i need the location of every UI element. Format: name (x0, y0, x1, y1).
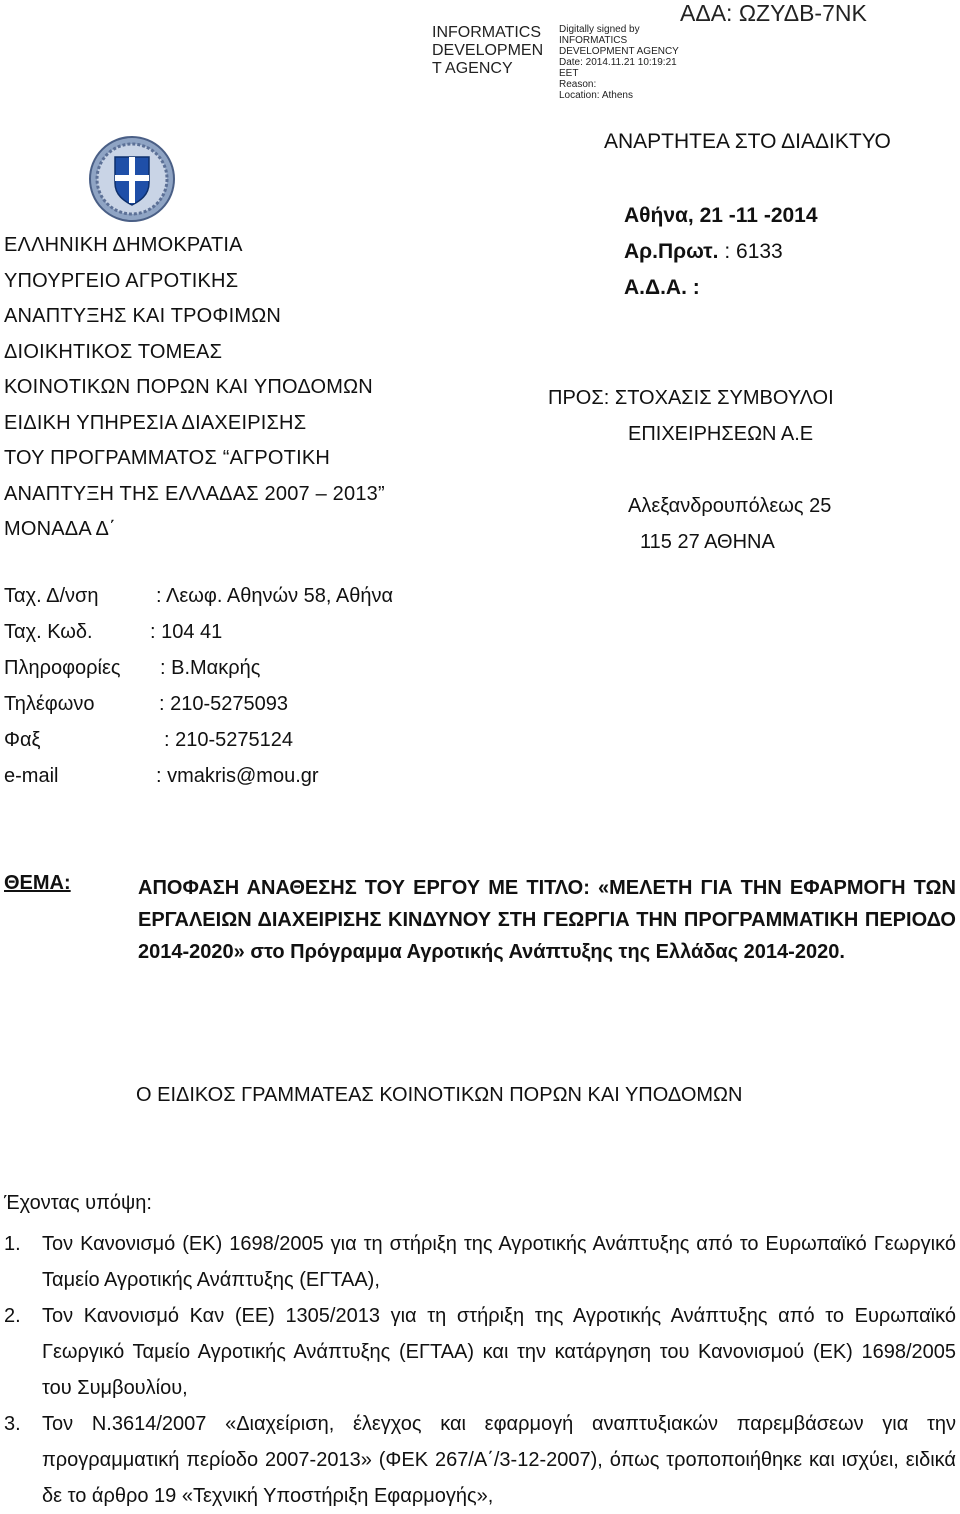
recipient-name: ΣΤΟΧΑΣΙΣ ΣΥΜΒΟΥΛΟΙ (614, 387, 834, 409)
document-date: Αθήνα, 21 -11 -2014 (624, 204, 818, 227)
secretary-title: Ο ΕΙΔΙΚΟΣ ΓΡΑΜΜΑΤΕΑΣ ΚΟΙΝΟΤΙΚΩΝ ΠΟΡΩΝ ΚΑΙ ΥΠΟΔΟΜΩΝ (136, 1084, 743, 1106)
ada-code: ΑΔΑ: ΩΖΥΔΒ-7ΝΚ (680, 0, 867, 26)
contact-value: : 210-5275124 (164, 729, 294, 751)
list-item-number: 2. (4, 1305, 21, 1327)
contact-label: Ταχ. Κωδ. (4, 621, 93, 643)
protocol-value: : 6133 (718, 240, 783, 263)
signature-org-line: T AGENCY (432, 60, 513, 77)
list-item (4, 1298, 956, 1406)
contact-value: : vmakris@mou.gr (156, 765, 319, 787)
ministry-line: ΑΝΑΠΤΥΞΗ ΤΗΣ ΕΛΛΑΔΑΣ 2007 – 2013” (4, 482, 385, 505)
signature-detail-line: Digitally signed by (559, 24, 640, 35)
list-item-number: 3. (4, 1413, 21, 1435)
recipient-name-cont: ΕΠΙΧΕΙΡΗΣΕΩΝ Α.Ε (628, 423, 814, 445)
publish-note: ΑΝΑΡΤΗΤΕΑ ΣΤΟ ΔΙΑΔΙΚΤΥΟ (604, 130, 891, 153)
contact-label: Πληροφορίες (4, 657, 121, 679)
ministry-line: ΤΟΥ ΠΡΟΓΡΑΜΜΑΤΟΣ “ΑΓΡΟΤΙΚΗ (4, 447, 331, 469)
address-street: Αλεξανδρουπόλεως 25 (628, 495, 832, 517)
protocol-label: Αρ.Πρωτ. (624, 240, 719, 263)
signature-org-line: DEVELOPMEN (432, 42, 544, 59)
ministry-line: ΚΟΙΝΟΤΙΚΩΝ ΠΟΡΩΝ ΚΑΙ ΥΠΟΔΟΜΩΝ (4, 376, 373, 398)
signature-organization (432, 24, 557, 78)
protocol-number (624, 234, 818, 270)
recipient-address (628, 488, 831, 560)
list-item-text: Τον Κανονισμό Καν (ΕΕ) 1305/2013 για τη στήριξη της Αγροτικής Ανάπτυξης από το Ευρωπαϊκό Γεωργικό Ταμείο Αγροτικής Ανάπτυξης (ΕΓΤΑΑ) και την κατάργηση του Κανονισμού (ΕΚ) 1698/2005 του Συμβουλίου, (42, 1305, 956, 1399)
ada-line: Α.Δ.Α. : (624, 276, 700, 299)
to-label: ΠΡΟΣ: (548, 387, 610, 409)
signature-detail-line: DEVELOPMENT AGENCY (559, 46, 679, 57)
considerations-list (4, 1226, 956, 1514)
signature-details (559, 24, 694, 101)
list-item-text: Τον Ν.3614/2007 «Διαχείριση, έλεγχος και εφαρμογή αναπτυξιακών παρεμβάσεων για την προγραμματική περίοδο 2007-2013» (ΦΕΚ 267/Α΄/3-12-2007), όπως τροποποιήθηκε και ισχύει, ειδικά δε το άρθρο 19 «Τεχνική Υποστήριξη Εφαρμογής», (42, 1413, 956, 1507)
subject-text: ΑΠΟΦΑΣΗ ΑΝΑΘΕΣΗΣ ΤΟΥ ΕΡΓΟΥ ΜΕ ΤΙΤΛΟ: «ΜΕΛΕΤΗ ΓΙΑ ΤΗΝ ΕΦΑΡΜΟΓΗ ΤΩΝ ΕΡΓΑΛΕΙΩΝ ΔΙΑΧΕΙΡΙΣΗΣ ΚΙΝΔΥΝΟΥ ΣΤΗ ΓΕΩΡΓΙΑ ΤΗΝ ΠΡΟΓΡΑΜΜΑΤΙΚΗ ΠΕΡΙΟΔΟ 2014-2020» στο Πρόγραμμα Αγροτικής Ανάπτυξης της Ελλάδας 2014-2020. (138, 877, 956, 963)
signature-detail-line: Date: 2014.11.21 10:19:21 (559, 57, 677, 68)
contact-label: e-mail (4, 765, 59, 787)
ministry-line: ΔΙΟΙΚΗΤΙΚΟΣ ΤΟΜΕΑΣ (4, 340, 223, 363)
signature-org-line: INFORMATICS (432, 24, 542, 41)
ministry-header (4, 228, 385, 548)
signature-detail-line: Reason: (559, 79, 597, 90)
contact-value: : 104 41 (150, 621, 223, 643)
address-city: 115 27 ΑΘΗΝΑ (640, 531, 775, 553)
ministry-line: ΜΟΝΑΔΑ Δ΄ (4, 518, 116, 540)
contact-value: : Β.Μακρής (160, 657, 261, 679)
recipient-block (548, 380, 834, 452)
contact-value: : Λεωφ. Αθηνών 58, Αθήνα (156, 585, 394, 607)
having-regard-heading: Έχοντας υπόψη: (4, 1192, 152, 1214)
recipient-line-1 (548, 380, 834, 416)
signature-detail-line: EET (559, 68, 579, 79)
list-item (4, 1226, 956, 1298)
list-item-text: Τον Κανονισμό (ΕΚ) 1698/2005 για τη στήριξη της Αγροτικής Ανάπτυξης από το Ευρωπαϊκό Γεωργικό Ταμείο Αγροτικής Ανάπτυξης (ΕΓΤΑΑ), (42, 1233, 956, 1291)
contact-label: Φαξ (4, 729, 41, 751)
signature-detail-line: INFORMATICS (559, 35, 628, 46)
list-item (4, 1406, 956, 1514)
ministry-line: ΕΙΔΙΚΗ ΥΠΗΡΕΣΙΑ ΔΙΑΧΕΙΡΙΣΗΣ (4, 411, 307, 434)
date-protocol-block (624, 198, 818, 306)
ministry-line: ΥΠΟΥΡΓΕΙΟ ΑΓΡΟΤΙΚΗΣ (4, 269, 239, 292)
signature-detail-line: Location: Athens (559, 90, 633, 101)
subject-label: ΘΕΜΑ: (4, 872, 71, 894)
ministry-line: ΑΝΑΠΤΥΞΗΣ ΚΑΙ ΤΡΟΦΙΜΩΝ (4, 305, 281, 327)
ministry-line: ΕΛΛΗΝΙΚΗ ΔΗΜΟΚΡΑΤΙΑ (4, 234, 243, 256)
greek-coat-of-arms-icon (88, 135, 176, 223)
list-item-number: 1. (4, 1233, 21, 1255)
contact-label: Τηλέφωνο (4, 693, 95, 715)
contact-value: : 210-5275093 (159, 693, 289, 715)
contact-label: Ταχ. Δ/νση (4, 585, 99, 607)
